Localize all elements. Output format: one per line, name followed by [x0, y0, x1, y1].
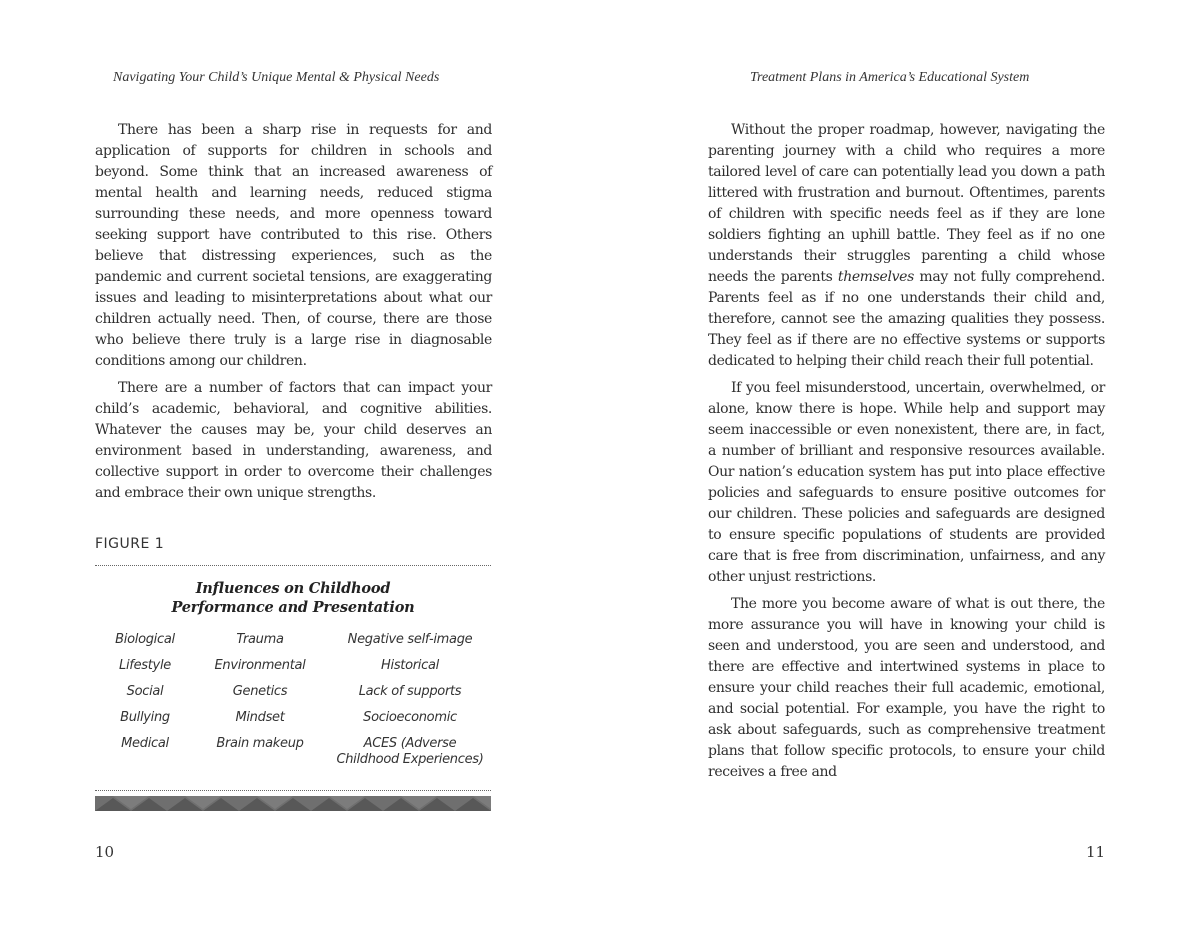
- body-text: [95, 120, 492, 510]
- decorative-pattern-band: [95, 796, 491, 811]
- figure-factor: Bullying: [120, 710, 170, 725]
- figure-title-line: Performance and Presentation: [171, 599, 415, 616]
- figure-factor-line: ACES (Adverse: [363, 736, 457, 751]
- paragraph: [708, 120, 1105, 372]
- emphasized-text: themselves: [837, 269, 914, 285]
- figure-factor: [330, 736, 490, 768]
- paragraph: There are a number of factors that can impact your child’s academic, behavioral, and cognitive abilities. Whatever the causes may be, your child deserves an environment based in understanding, awareness, and collective support in order to overcome their challenges and embrace their own unique strengths.: [95, 380, 492, 501]
- figure-factor-line: Childhood Experiences): [336, 752, 484, 767]
- paragraph: If you feel misunderstood, uncertain, overwhelmed, or alone, know there is hope. While help and support may seem inaccessible or even nonexistent, there are, in fact, a number of brilliant and responsive resources available. Our nation’s education system has put into place effective policies and safeguards to ensure positive outcomes for our children. These policies and safeguards are designed to ensure specific populations of students are provided care that is free from discrimination, unfairness, and any other unjust restrictions.: [708, 380, 1105, 585]
- figure-label: FIGURE 1: [95, 536, 165, 552]
- figure-factor: Negative self-image: [347, 632, 473, 647]
- figure-factor: Genetics: [232, 684, 288, 699]
- figure-factor: Trauma: [236, 632, 284, 647]
- figure-factor: Medical: [121, 736, 169, 751]
- figure-factor: Brain makeup: [216, 736, 304, 751]
- figure-factor: Lifestyle: [119, 658, 171, 673]
- figure-factor: Historical: [381, 658, 439, 673]
- figure-factor: Social: [126, 684, 164, 699]
- triangle-pattern-icon: [95, 796, 491, 811]
- figure-title: [95, 579, 491, 617]
- figure-factor: Environmental: [214, 658, 306, 673]
- paragraph-text: Without the proper roadmap, however, navigating the parenting journey with a child who requires a more tailored level of care can potentially lead you down a path littered with frustration and burnout. Oftentimes, parents of children with specific needs feel as if they are lone soldiers fighting an uphill battle. They feel as if no one understands their struggles parenting a child whose needs the parents: [708, 122, 1105, 285]
- page-number: 10: [95, 843, 115, 861]
- body-text: [708, 120, 1105, 789]
- paragraph-text: may not fully comprehend. Parents feel as if no one understands their child and, therefore, cannot see the amazing qualities they possess. They feel as if there are no effective systems or supports dedicated to helping their child reach their full potential.: [708, 269, 1105, 369]
- page-number: 11: [1086, 843, 1106, 861]
- figure-factor: Socioeconomic: [363, 710, 457, 725]
- running-head: Navigating Your Child’s Unique Mental & Physical Needs: [113, 70, 440, 85]
- dotted-divider: [95, 790, 491, 791]
- right-page: [600, 0, 1200, 927]
- dotted-divider: [95, 565, 491, 566]
- paragraph: The more you become aware of what is out there, the more assurance you will have in knowing your child is seen and understood, you are seen and understood, and there are effective and intertwined systems in place to ensure your child reaches their full academic, emotional, and social potential. For example, you have the right to ask about safeguards, such as comprehensive treatment plans that follow specific protocols, to ensure your child receives a free and: [708, 596, 1105, 780]
- paragraph: There has been a sharp rise in requests for and application of supports for children in schools and beyond. Some think that an increased awareness of mental health and learning needs, reduced stigma surrounding these needs, and more openness toward seeking support have contributed to this rise. Others believe that distressing experiences, such as the pandemic and current societal tensions, are exaggerating issues and leading to misinterpretations about what our children actually need. Then, of course, there are those who believe there truly is a large rise in diagnosable conditions among our children.: [95, 122, 492, 369]
- figure-factor: Biological: [115, 632, 175, 647]
- figure-factor: Mindset: [235, 710, 285, 725]
- figure-title-line: Influences on Childhood: [195, 580, 391, 597]
- figure-factor: Lack of supports: [358, 684, 462, 699]
- running-head: Treatment Plans in America’s Educational System: [750, 70, 1030, 85]
